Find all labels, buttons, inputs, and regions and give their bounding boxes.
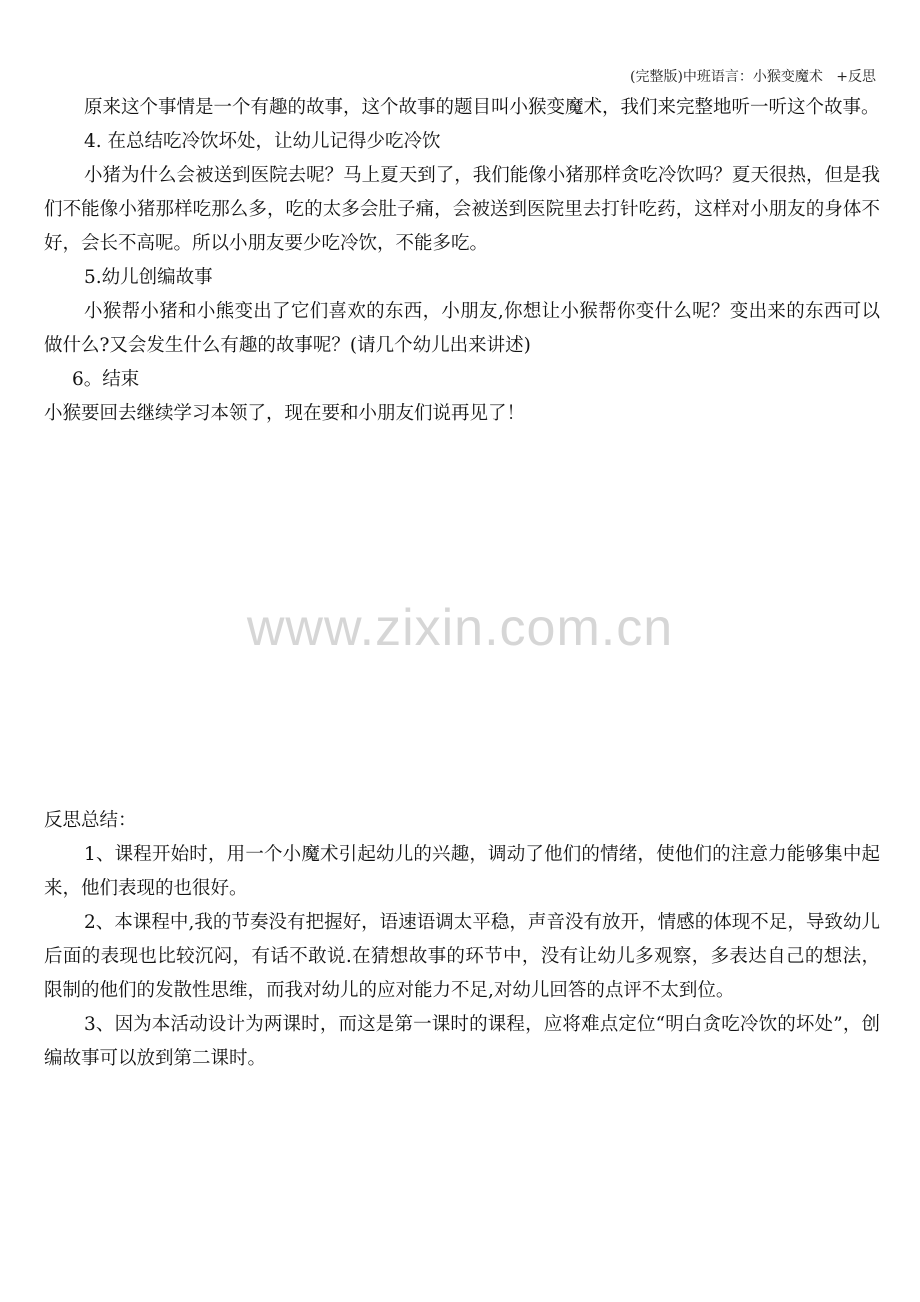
paragraph-story-intro: 原来这个事情是一个有趣的故事，这个故事的题目叫小猴变魔术，我们来完整地听一听这个故事。	[84, 97, 880, 118]
paragraph-story-creation: 小猴帮小猪和小熊变出了它们喜欢的东西，小朋友,你想让小猴帮你变什么呢？变出来的东西可以做什么?又会发生什么有趣的故事呢？(请几个幼儿出来讲述)	[44, 301, 880, 356]
reflection-section	[44, 804, 880, 1076]
page-header: (完整版)中班语言：小猴变魔术 +反思	[629, 69, 876, 85]
paragraph-cold-drinks: 小猪为什么会被送到医院去呢？马上夏天到了，我们能像小猪那样贪吃冷饮吗？夏天很热，但是我们不能像小猪那样吃那么多，吃的太多会肚子痛，会被送到医院里去打针吃药，这样对小朋友的身体不好，会长不高呢。所以小朋友要少吃冷饮，不能多吃。	[44, 165, 880, 254]
paragraph-ending: 小猴要回去继续学习本领了，现在要和小朋友们说再见了！	[44, 403, 526, 424]
step-6-heading: 6。结束	[72, 369, 140, 390]
watermark: www.zixin.com.cn	[246, 599, 674, 657]
lesson-section	[44, 91, 880, 431]
reflection-item: 1、课程开始时，用一个小魔术引起幼儿的兴趣，调动了他们的情绪，使他们的注意力能够集中起来，他们表现的也很好。	[44, 844, 880, 899]
step-4-heading: 4. 在总结吃冷饮坏处，让幼儿记得少吃冷饮	[84, 131, 441, 152]
reflection-item: 3、因为本活动设计为两课时，而这是第一课时的课程，应将难点定位“明白贪吃冷饮的坏处”，创编故事可以放到第二课时。	[44, 1014, 880, 1069]
reflection-item: 2、本课程中,我的节奏没有把握好，语速语调太平稳，声音没有放开，情感的体现不足，导致幼儿后面的表现也比较沉闷，有话不敢说.在猜想故事的环节中，没有让幼儿多观察，多表达自己的想法，限制的他们的发散性思维，而我对幼儿的应对能力不足,对幼儿回答的点评不太到位。	[44, 912, 880, 1001]
reflection-heading: 反思总结：	[44, 810, 137, 831]
step-5-heading: 5.幼儿创编故事	[84, 267, 213, 288]
